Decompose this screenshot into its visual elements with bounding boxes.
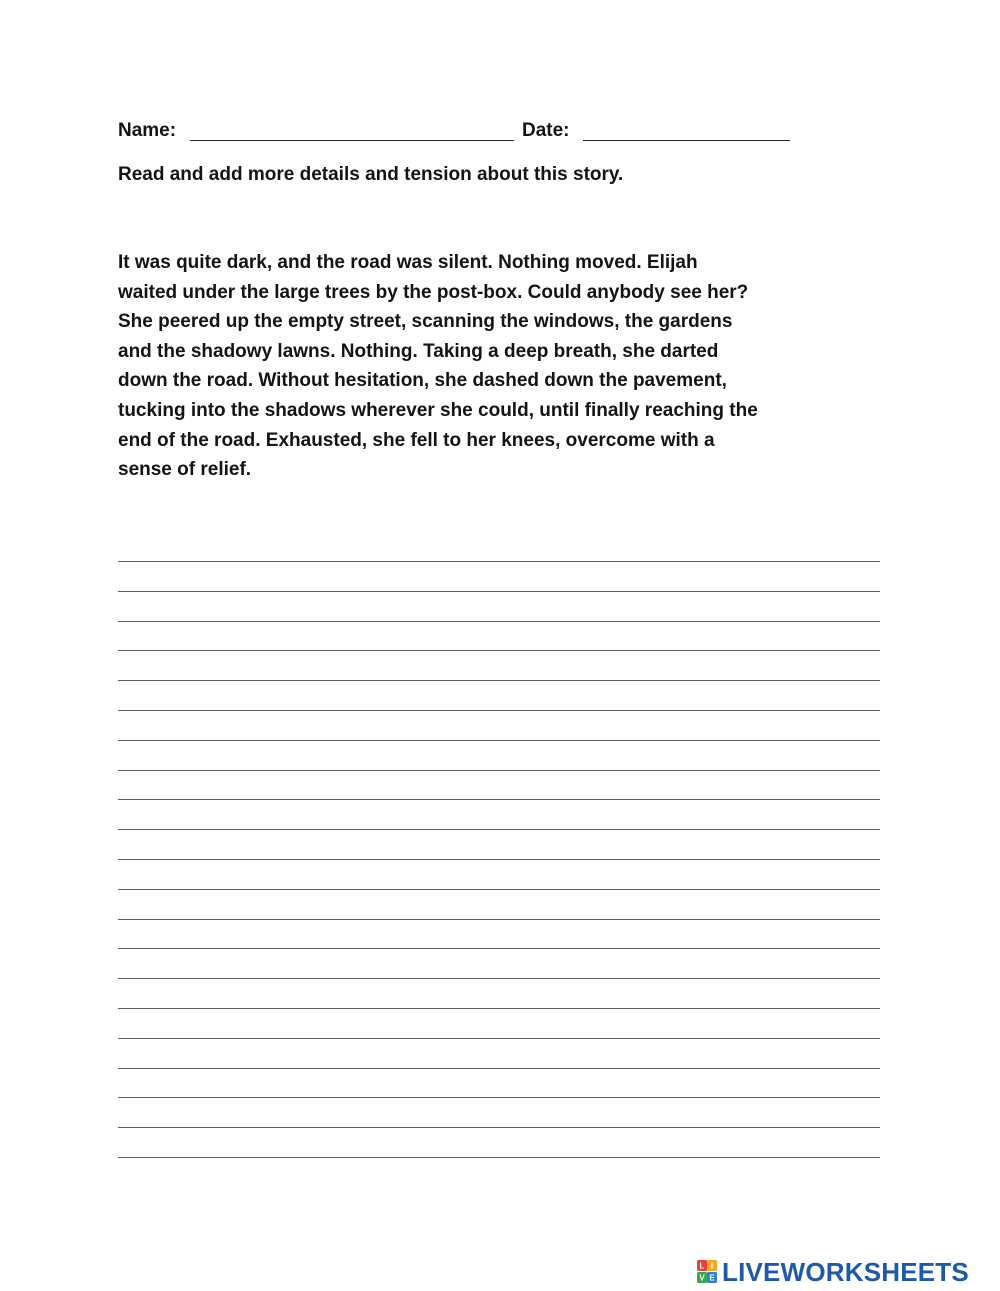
writing-line[interactable] [118, 919, 880, 920]
writing-line[interactable] [118, 561, 880, 562]
story-line: waited under the large trees by the post-box. Could anybody see her? [118, 281, 749, 303]
svg-text:L: L [699, 1261, 705, 1271]
writing-line[interactable] [118, 829, 880, 830]
svg-text:I: I [710, 1261, 714, 1271]
story-line: It was quite dark, and the road was silent. Nothing moved. Elijah [118, 252, 698, 273]
story-line: and the shadowy lawns. Nothing. Taking a deep breath, she darted [118, 340, 719, 362]
writing-line[interactable] [118, 859, 880, 860]
writing-line[interactable] [118, 650, 880, 651]
writing-line[interactable] [118, 1068, 880, 1069]
story-line: down the road. Without hesitation, she dashed down the pavement, [118, 370, 727, 392]
writing-line[interactable] [118, 889, 880, 890]
writing-line[interactable] [118, 1127, 880, 1128]
instruction-text: Read and add more details and tension about this story. [118, 164, 624, 185]
name-field[interactable] [190, 140, 514, 141]
svg-text:V: V [699, 1273, 705, 1283]
writing-line[interactable] [118, 680, 880, 681]
writing-line[interactable] [118, 1097, 880, 1098]
writing-line[interactable] [118, 621, 880, 622]
story-line: She peered up the empty street, scanning the windows, the gardens [118, 311, 733, 333]
writing-line[interactable] [118, 710, 880, 711]
writing-line[interactable] [118, 1157, 880, 1158]
story-line: end of the road. Exhausted, she fell to her knees, overcome with a [118, 429, 715, 451]
date-field[interactable] [583, 140, 790, 141]
liveworksheets-brand [695, 1257, 969, 1287]
writing-line[interactable] [118, 1038, 880, 1039]
story-line: tucking into the shadows wherever she could, until finally reaching the [118, 399, 758, 421]
writing-line[interactable] [118, 948, 880, 949]
writing-line[interactable] [118, 740, 880, 741]
date-label: Date: [522, 120, 570, 141]
story-paragraph [118, 248, 898, 485]
name-label: Name: [118, 120, 177, 141]
writing-line[interactable] [118, 1008, 880, 1009]
writing-line[interactable] [118, 978, 880, 979]
liveworksheets-logo-icon [695, 1259, 719, 1285]
writing-line[interactable] [118, 770, 880, 771]
svg-text:E: E [709, 1273, 715, 1283]
writing-line[interactable] [118, 591, 880, 592]
brand-name: LIVEWORKSHEETS [722, 1257, 969, 1287]
writing-line[interactable] [118, 799, 880, 800]
header-row [118, 119, 898, 145]
story-line: sense of relief. [118, 459, 252, 481]
